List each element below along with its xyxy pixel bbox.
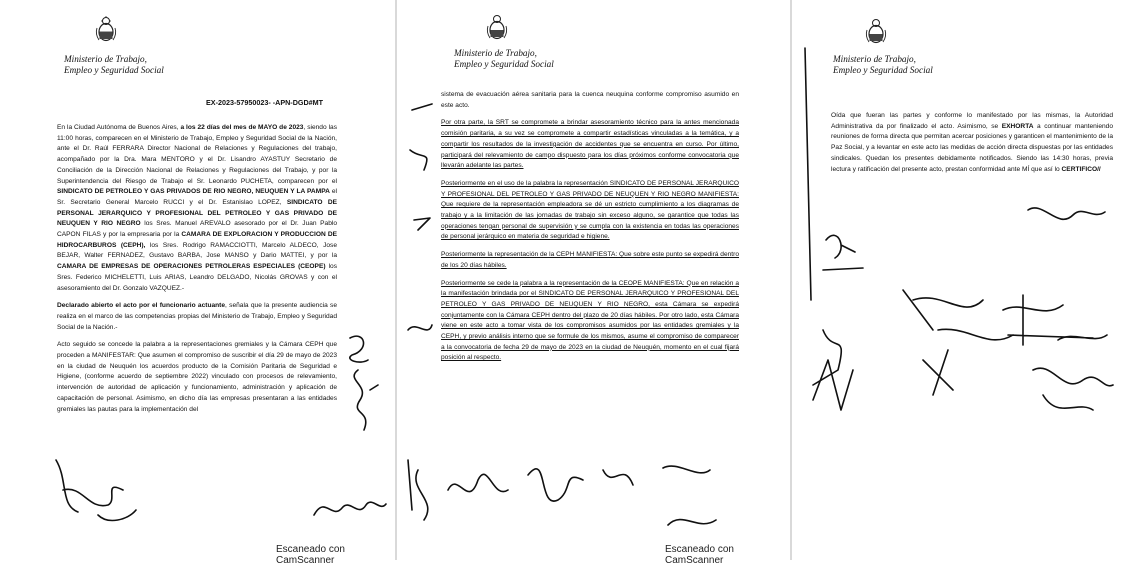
ministry-line-1: Ministerio de Trabajo, <box>64 54 147 64</box>
ministry-line-2: Empleo y Seguridad Social <box>833 65 933 75</box>
signature-margin-1 <box>340 330 385 440</box>
signature-margin-2 <box>402 90 442 390</box>
document-page-1 <box>0 0 395 566</box>
paragraph <box>57 301 337 333</box>
page-1-body <box>57 123 337 422</box>
paragraph <box>57 340 337 415</box>
text-run: EXHORTA <box>1001 122 1034 130</box>
paragraph <box>441 250 739 271</box>
text-run: a continuar manteniendo reuniones de forma directa que permitan acercar posiciones y garanticen el mantenimiento de la Paz Social, y a levantar en este acto las medidas de acción directa dispuestas por las entidades sindicales. Quedan los presentes debidamente notificados. Siendo las 14:30 horas, previa lectura y ratificación del presente acto, prestan conformidad ante MÍ que así lo <box>831 122 1113 173</box>
expedient-number: EX-2023-57950023- -APN-DGD#MT <box>206 98 324 107</box>
text-run: Posteriormente se cede la palabra a la representación de la CEOPE MANIFIESTA: Que en relación a la manifestación brindada por el SINDICATO DE PERSONAL JERARQUICO Y PROFESIONAL DEL PETROLEO Y GAS PRIVADO DE NEUQUEN Y RIO NEGRO, esta Cámara se expedirá conjuntamente con la Cámara CEPH dentro del plazo de 20 días hábiles. Por otro lado, esta Cámara viene en este acto a tomar vista de los compromisos asumidos por las entidades gremiales y la CEPH, y previo análisis interno que se formule de los mismos, asume el compromiso de comparecer a la convocatoria de fecha 29 de mayo de 2023 en la ciudad de Neuquén, momento en el cual fijará posición al respecto. <box>441 279 739 362</box>
paragraph <box>441 90 739 111</box>
signature-bottom-left-1 <box>48 450 143 530</box>
text-run: CAMARA DE EMPRESAS DE OPERACIONES PETROLERAS ESPECIALES (CEOPE) <box>57 263 326 271</box>
page-2-body <box>441 90 739 371</box>
text-run: CAMARA DE EXPLORACION Y PRODUCCION DE HIDROCARBUROS (CEPH), <box>57 231 337 249</box>
text-run: sistema de evacuación aérea sanitaria para la cuenca neuquina conforme compromiso asumido en este acto. <box>441 91 739 109</box>
text-run: En la Ciudad Autónoma de Buenos Aires, <box>57 124 181 131</box>
ministry-header <box>454 48 554 70</box>
ministry-line-2: Empleo y Seguridad Social <box>64 65 164 75</box>
text-run: el Sr. Secretario General Marcelo RUCCI y el Dr. Estanislao LOPEZ, <box>57 188 338 206</box>
text-run: SINDICATO DE PERSONAL JERARQUICO Y PROFESIONAL DEL PETROLEO Y GAS PRIVADO DE NEUQUEN Y RIO NEGRO <box>57 198 337 228</box>
text-run: , siendo las 11:00 horas, comparecen en el Ministerio de Trabajo, Empleo y Seguridad Social de la Nación, ante el Dr. Raúl FERRARA Director Nacional de Relaciones y Regulaciones del trabajo, acompañado por la Dra. Mara MENTORO y el Dr. Lisandro AYASTUY Secretario de Conciliación de la Dirección Nacional de Relaciones y Regulaciones del Trabajo, y por la Superintendencia del Riesgo de Trabajo el Sr. Leonardo PUCHETA, comparecen por el <box>57 124 337 185</box>
text-run: los Sres. Federico MICHELETTI, Luis ARIAS, Leandro DELGADO, Nicolás GROVAS y con el asesoramiento del Dr. Gonzalo VAZQUEZ.- <box>57 263 337 292</box>
signatures-page-3 <box>793 0 1137 560</box>
text-run: Oída que fueran las partes y conforme lo manifestado por las mismas, la Autoridad Administrativa da por finalizado el acto. Asimismo, se <box>831 112 1113 130</box>
text-run: Declarado abierto el acto por el funcionario actuante <box>57 302 226 310</box>
page-divider-1 <box>395 0 397 560</box>
page-divider-2 <box>790 0 792 560</box>
text-run: Posteriormente en el uso de la palabra la representación SINDICATO DE PERSONAL JERARQUICO Y PROFESIONAL DEL PETROLEO Y GAS PRIVADO DE NEUQUEN Y RIO NEGRO MANIFIESTA: Que requiere de la representación empleadora se dé un estricto cumplimiento a los diagramas de trabajo y a la limitación de las jornadas de trabajo sin exceso alguno, se garantice que todas las operaciones tengan personal de supervisión y se cumpla con la existencia en todas las operaciones de personal jerárquico en materia de seguridad e higiene. <box>441 179 739 241</box>
paragraph <box>441 118 739 172</box>
text-run: CERTIFICO// <box>1061 165 1101 173</box>
ministry-line-1: Ministerio de Trabajo, <box>833 54 916 64</box>
ministry-line-2: Empleo y Seguridad Social <box>454 59 554 69</box>
document-page-3 <box>793 0 1137 560</box>
scanner-watermark-1: Escaneado con CamScanner <box>276 544 345 566</box>
text-run: a los 22 días del mes de MAYO de 2023 <box>180 124 304 131</box>
ministry-header <box>64 54 164 76</box>
text-run: , señala que la presente audiencia se realiza en el marco de las competencias propias del Ministerio de Trabajo, Empleo y Seguridad Social de la Nación.- <box>57 302 337 331</box>
text-run: los Sres. Rodrigo RAMACCIOTTI, Marcelo ALDECO, Jose BEJAR, Walter FERNADEZ, Gustavo BARBA, Jose MANSO y Dario MATTEI, y por la <box>57 241 338 260</box>
text-run: Por otra parte, la SRT se compromete a brindar asesoramiento técnico para la antes mencionada comisión paritaria, a su vez se compromete a compartir estadísticas vinculadas a la temática, y a compartir los resultados de la investigación de accidentes que se encuentra en curso. Por último, participará del relevamiento de campo dispuesto para los días próximos conforme convocatoria que llevarán adelante las partes. <box>441 119 739 170</box>
paragraph <box>57 123 337 294</box>
text-run: Posteriormente la representación de la CEPH MANIFIESTA: Que sobre este punto se expedirá dentro de los 20 días hábiles. <box>441 251 739 269</box>
coat-of-arms-icon <box>95 16 117 42</box>
signatures-bottom-2 <box>398 440 718 540</box>
ministry-line-1: Ministerio de Trabajo, <box>454 48 537 58</box>
signature-bottom-right-1 <box>310 490 390 525</box>
scanner-watermark-2: Escaneado con CamScanner <box>665 544 734 566</box>
text-run: Acto seguido se concede la palabra a la representaciones gremiales y la Cámara CEPH que proceden a MANIFESTAR: Que asumen el compromiso de suscribir el día 29 de mayo de 2023 en la ciudad de Neuquén los acuerdos producto de la Comisión Paritaria de Seguridad e Higiene, (conforme acuerdo de septiembre 2022) vinculado con procesos de relevamiento, intervención de autoridad de aplicación y funcionamiento, administración y aplicación de capacitación de personal. Asimismo, en dicho día las empresas presentaran a las entidades gremiales las pautas para la implementación del <box>57 341 337 413</box>
paragraph <box>441 179 739 243</box>
text-run: los Sres. Manuel AREVALO asesorado por el Dr. Juan Pablo CAPON FILAS y por la empresaria por la <box>57 220 338 239</box>
coat-of-arms-icon <box>486 14 508 40</box>
document-page-2 <box>398 0 790 566</box>
text-run: SINDICATO DE PETROLEO Y GAS PRIVADOS DE RIO NEGRO, NEUQUEN Y LA PAMPA <box>57 188 330 196</box>
paragraph <box>441 279 739 365</box>
